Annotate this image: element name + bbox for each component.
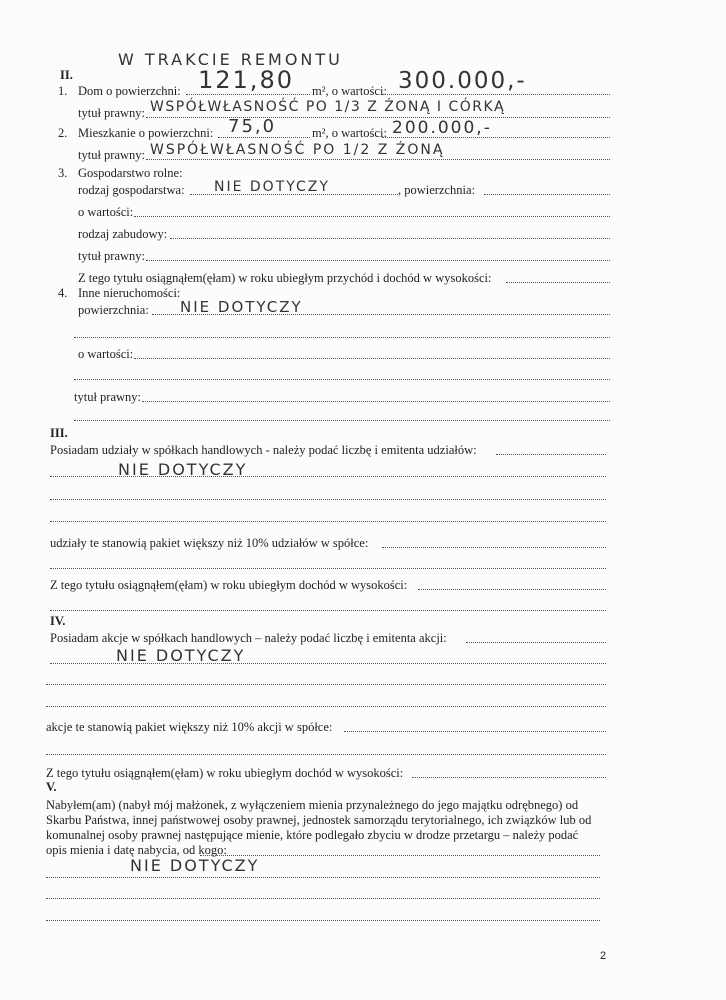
gospodarstwo-rodzaj-label: rodzaj gospodarstwa: bbox=[78, 183, 185, 197]
s3-dochod-label: Z tego tytułu osiągnąłem(ęłam) w roku ubiegłym dochód w wysokości: bbox=[50, 578, 408, 592]
gospodarstwo-wartosc-line bbox=[134, 216, 610, 217]
gospodarstwo-pow-line bbox=[484, 194, 610, 195]
s4-posiadam-line bbox=[466, 642, 606, 643]
s3-dochod-extra-line bbox=[50, 610, 606, 611]
inne-tytul-line bbox=[142, 401, 610, 402]
mieszkanie-title-line bbox=[146, 159, 610, 160]
dom-value-line bbox=[382, 94, 610, 95]
section-iv-heading: IV. bbox=[50, 614, 66, 628]
s4-line-3 bbox=[46, 706, 606, 707]
s4-pakiet-line bbox=[344, 731, 606, 732]
mieszkanie-title-label: tytuł prawny: bbox=[78, 148, 146, 162]
s3-posiadam-label: Posiadam udziały w spółkach handlowych - należy podać liczbę i emitenta udziałów: bbox=[50, 443, 477, 457]
s5-line-extra-2 bbox=[46, 920, 600, 921]
s4-line-2 bbox=[46, 684, 606, 685]
s5-line-2: Skarbu Państwa, innej państwowej osoby prawnej, jednostek samorządu terytorialnego, ich związków lub od bbox=[46, 813, 592, 827]
mieszkanie-value: 200.000,- bbox=[392, 118, 492, 138]
s3-dochod-line bbox=[418, 589, 606, 590]
mieszkanie-title-value: WSPÓŁWŁASNOŚĆ PO 1/2 Z ŻONĄ bbox=[150, 142, 445, 158]
mieszkanie-number: 2. bbox=[58, 126, 68, 140]
header-handwritten-note: W TRAKCIE REMONTU bbox=[118, 50, 343, 69]
dom-area-value: 121,80 bbox=[198, 66, 294, 94]
s3-pakiet-line bbox=[382, 547, 606, 548]
gospodarstwo-rodzaj-value: NIE DOTYCZY bbox=[214, 179, 330, 195]
dom-unit-label: m², o wartości: bbox=[312, 84, 387, 98]
s4-dochod-label: Z tego tytułu osiągnąłem(ęłam) w roku ubiegłym dochód w wysokości: bbox=[46, 766, 404, 780]
s5-answer: NIE DOTYCZY bbox=[130, 856, 260, 875]
dom-title-value: WSPÓŁWŁASNOŚĆ PO 1/3 Z ŻONĄ I CÓRKĄ bbox=[150, 99, 506, 115]
dom-title-label: tytuł prawny: bbox=[78, 106, 146, 120]
inne-pow-value: NIE DOTYCZY bbox=[180, 298, 303, 316]
mieszkanie-label: Mieszkanie o powierzchni: bbox=[78, 126, 214, 140]
gospodarstwo-dochod-line bbox=[506, 282, 610, 283]
gospodarstwo-tytul-line bbox=[146, 260, 610, 261]
gospodarstwo-dochod-label: Z tego tytułu osiągnąłem(ęłam) w roku ubiegłym przychód i dochód w wysokości: bbox=[78, 271, 492, 285]
gospodarstwo-wartosc-label: o wartości: bbox=[78, 205, 134, 219]
inne-tytul-extra-line bbox=[74, 420, 610, 421]
gospodarstwo-label: Gospodarstwo rolne: bbox=[78, 166, 183, 180]
s4-dochod-line bbox=[412, 777, 606, 778]
s5-line-1: Nabyłem(am) (nabył mój małżonek, z wyłączeniem mienia przynależnego do jego majątku odrębnego) od bbox=[46, 798, 579, 812]
s4-answer: NIE DOTYCZY bbox=[116, 646, 246, 665]
s4-pakiet-extra-line bbox=[46, 754, 606, 755]
inne-tytul-label: tytuł prawny: bbox=[74, 390, 142, 404]
gospodarstwo-number: 3. bbox=[58, 166, 68, 180]
gospodarstwo-tytul-label: tytuł prawny: bbox=[78, 249, 146, 263]
mieszkanie-area-line bbox=[218, 137, 310, 138]
s3-answer: NIE DOTYCZY bbox=[118, 460, 248, 479]
inne-wartosc-label: o wartości: bbox=[78, 347, 134, 361]
s3-pakiet-label: udziały te stanowią pakiet większy niż 10% udziałów w spółce: bbox=[50, 536, 369, 550]
dom-area-line bbox=[186, 94, 310, 95]
s3-pakiet-extra-line bbox=[50, 568, 606, 569]
s5-line-3: komunalnej osoby prawnej następujące mienie, które podlegało zbyciu w drodze przetargu – należy podać bbox=[46, 828, 579, 842]
inne-number: 4. bbox=[58, 286, 68, 300]
page-number: 2 bbox=[600, 950, 607, 962]
mieszkanie-area-value: 75,0 bbox=[228, 116, 277, 137]
gospodarstwo-zabudowa-line bbox=[170, 238, 610, 239]
section-v-heading: V. bbox=[46, 780, 57, 794]
section-iii-heading: III. bbox=[50, 426, 68, 440]
inne-pow-label: powierzchnia: bbox=[78, 303, 149, 317]
inne-extra-line bbox=[74, 337, 610, 338]
s5-line-extra-1 bbox=[46, 898, 600, 899]
s5-line-4: opis mienia i datę nabycia, od kogo: bbox=[46, 843, 227, 857]
dom-title-line bbox=[146, 117, 610, 118]
inne-label: Inne nieruchomości: bbox=[78, 286, 181, 300]
s3-line-2 bbox=[50, 499, 606, 500]
s3-posiadam-line bbox=[496, 454, 606, 455]
mieszkanie-unit-label: m², o wartości: bbox=[312, 126, 387, 140]
section-ii-heading: II. bbox=[60, 68, 73, 82]
s5-line-4-dots bbox=[200, 855, 600, 856]
inne-wartosc-line bbox=[134, 358, 610, 359]
s3-line-3 bbox=[50, 521, 606, 522]
dom-value: 300.000,- bbox=[398, 68, 527, 94]
gospodarstwo-zabudowa-label: rodzaj zabudowy: bbox=[78, 227, 168, 241]
dom-number: 1. bbox=[58, 84, 68, 98]
gospodarstwo-pow-label: , powierzchnia: bbox=[398, 183, 476, 197]
s4-pakiet-label: akcje te stanowią pakiet większy niż 10% akcji w spółce: bbox=[46, 720, 333, 734]
dom-label: Dom o powierzchni: bbox=[78, 84, 181, 98]
s4-posiadam-label: Posiadam akcje w spółkach handlowych – należy podać liczbę i emitenta akcji: bbox=[50, 631, 447, 645]
inne-wartosc-extra-line bbox=[74, 379, 610, 380]
s5-answer-line bbox=[46, 877, 600, 878]
